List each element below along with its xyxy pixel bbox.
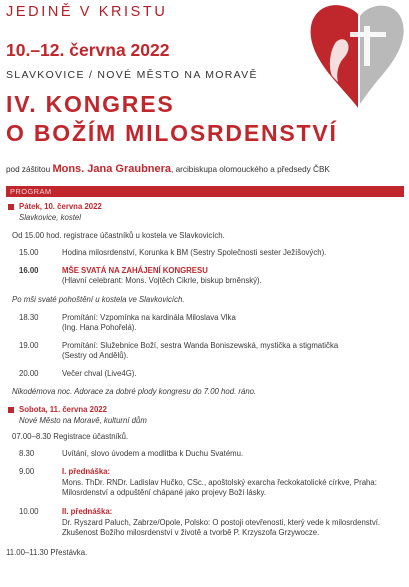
congress-title-line1: IV. KONGRES [6,91,175,117]
break-item: 11.00–11.30 Přestávka. [6,548,88,557]
lecture-speaker: Mons. ThDr. RNDr. Ladislav Hučko, CSc., apoštolský exarcha řeckokatolické církve, Praha: [62,478,377,487]
program-item-detail: (Ing. Hana Pohořelá). [62,323,137,332]
lecture-heading: II. přednáška: [62,507,113,516]
program-time: 8.30 [19,449,35,458]
program-item: Uvítání, slovo úvodem a modlitba k Duchu Svatému. [62,449,244,458]
lecture-speaker: Dr. Ryszard Paluch, Zabrze/Opole, Polsko: O postoji otevřenosti, který vede k milosrdenství. [62,518,381,527]
program-note: Po mši svaté pohoštění u kostela ve Slavkovicích. [12,295,185,304]
program-label: PROGRAM [10,187,52,196]
program-item-detail: (Hlavní celebrant: Mons. Vojtěch Cikrle, biskup brněnský). [62,276,262,285]
day1-registration: Od 15.00 hod. registrace účastníků u kostela ve Slavkovicích. [12,231,225,240]
day1-bullet [8,204,14,210]
lecture-title: Milosrdenství a odpuštění chápané jako projevy Boží lásky. [62,488,266,497]
program-banner [6,186,404,197]
program-item: Večer chval (Live4G). [62,369,137,378]
program-time: 10.00 [19,507,39,516]
event-dates: 10.–12. června 2022 [6,40,170,60]
program-item: Promítání: Vzpomínka na kardinála Miloslava Vlka [62,313,236,322]
patronage-prefix: pod záštitou [6,165,51,174]
program-time: 20.00 [19,369,39,378]
event-place: SLAVKOVICE / NOVÉ MĚSTO NA MORAVĚ [6,69,258,81]
program-time: 19.00 [19,341,39,350]
program-item: Promítání: Služebnice Boží, sestra Wanda Boniszewská, mystička a stigmatička [62,341,339,350]
program-note: Nikodémova noc. Adorace za dobré plody kongresu do 7.00 hod. ráno. [12,387,257,396]
day1-heading: Pátek, 10. června 2022 [19,202,102,211]
day1-venue: Slavkovice, kostel [19,213,81,222]
day2-venue: Nové Město na Moravě, kulturní dům [19,416,147,425]
congress-heart-logo [306,2,406,112]
lecture-heading: I. přednáška: [62,467,111,476]
day2-bullet [8,407,14,413]
congress-title-line2: O BOŽÍM MILOSRDENSTVÍ [6,120,338,146]
patron-name: Mons. Jana Graubnera [52,163,172,175]
day2-heading: Sobota, 11. června 2022 [19,405,107,414]
program-item: Hodina milosrdenství, Korunka k BM (Sestry Společnosti sester Ježíšových). [62,248,327,257]
patronage-suffix: , arcibiskupa olomouckého a předsedy ČBK [171,165,330,174]
program-time: 16.00 [19,266,39,275]
event-series-title: JEDINĚ V KRISTU [6,4,168,20]
patronage-line [6,163,330,175]
program-time: 18.30 [19,313,39,322]
program-item-mass: MŠE SVATÁ NA ZAHÁJENÍ KONGRESU [62,266,208,275]
day2-registration: 07.00–8.30 Registrace účastníků. [12,432,129,441]
lecture-title: Zkušenost Božího milosrdenství v životě a tvorbě P. Krzyszofa Grzywocze. [62,528,320,537]
program-time: 15.00 [19,248,39,257]
program-time: 9.00 [19,467,35,476]
program-item-detail: (Sestry od Andělů). [62,351,129,360]
